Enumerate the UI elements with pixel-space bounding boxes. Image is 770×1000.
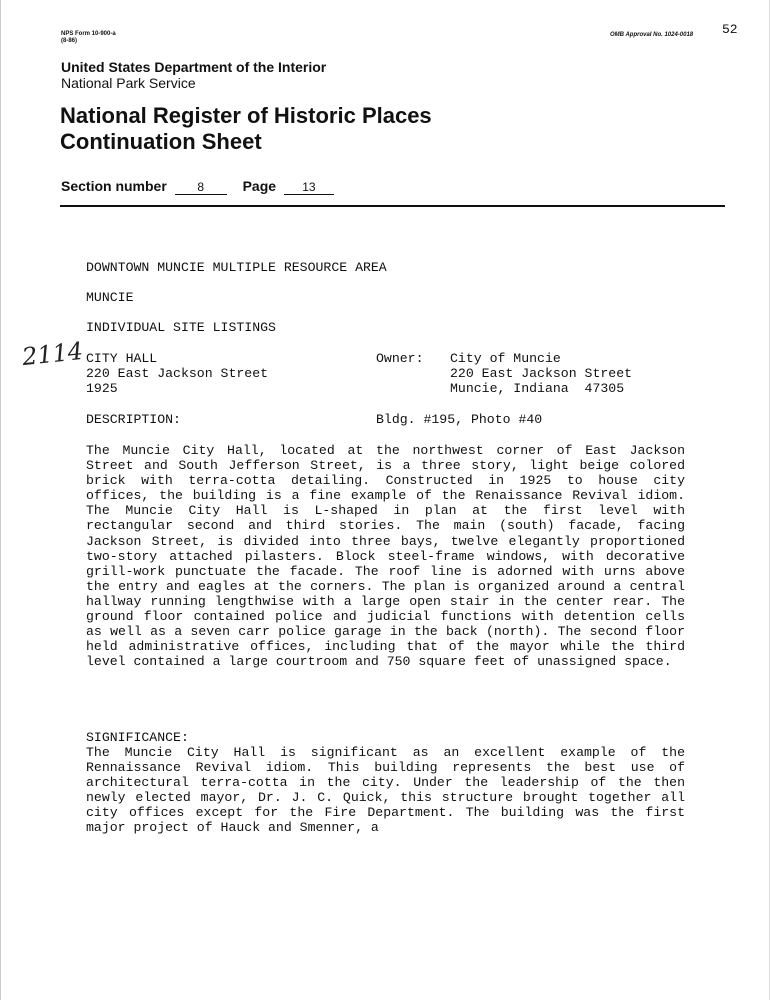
page-left-edge	[0, 0, 1, 1000]
form-number-text: NPS Form 10-900-a	[61, 31, 116, 37]
agency-name: National Park Service	[61, 75, 196, 91]
area-heading: DOWNTOWN MUNCIE MULTIPLE RESOURCE AREA	[86, 260, 387, 275]
site-name: CITY HALL	[86, 351, 158, 366]
building-reference: Bldg. #195, Photo #40	[376, 412, 543, 427]
page-stamp: 52	[722, 22, 738, 37]
owner-city: Muncie, Indiana 47305	[450, 381, 625, 396]
section-label: Section number	[61, 178, 167, 194]
page-value: 13	[284, 180, 334, 195]
form-number	[61, 31, 116, 45]
document-title	[60, 103, 432, 155]
omb-approval: OMB Approval No. 1024-0018	[610, 32, 694, 38]
section-page-line	[61, 178, 334, 195]
site-year: 1925	[86, 381, 118, 396]
owner-name: City of Muncie	[450, 351, 561, 366]
description-label: DESCRIPTION:	[86, 412, 181, 427]
significance-paragraph: The Muncie City Hall is significant as an excellent example of the Rennaissance Revival idiom. This building represents the best use of architectural terra-cotta in the city. Under the leadership of the then newly elected mayor, Dr. J. C. Quick, this structure brought together all city offices except for the Fire Department. The building was the first major project of Hauck and Smenner, a	[86, 745, 685, 836]
form-date-text: (8-86)	[61, 38, 78, 44]
page-label: Page	[242, 178, 277, 194]
department-name: United States Department of the Interior	[61, 59, 327, 75]
handwritten-note: 2114	[20, 336, 85, 372]
site-address: 220 East Jackson Street	[86, 366, 269, 381]
owner-label: Owner:	[376, 351, 424, 366]
section-value: 8	[175, 180, 227, 195]
owner-address: 220 East Jackson Street	[450, 366, 633, 381]
city-heading: MUNCIE	[86, 290, 134, 305]
title-line-2: Continuation Sheet	[60, 129, 262, 154]
listing-type-heading: INDIVIDUAL SITE LISTINGS	[86, 320, 276, 335]
header-rule	[60, 205, 725, 207]
description-paragraph: The Muncie City Hall, located at the northwest corner of East Jackson Street and South Jefferson Street, is a three story, light beige colored brick with terra-cotta detailing. Constructed in 1925 to house city offices, the building is a fine example of the Renaissance Revival idiom. The Muncie City Hall is L-shaped in plan at the first level with rectangular second and third stories. The main (south) facade, facing Jackson Street, is divided into three bays, twelve elegantly proportioned two-story attached pilasters. Block steel-frame windows, with decorative grill-work punctuate the facade. The roof line is adorned with urns above the entry and eagles at the corners. The plan is organized around a central hallway running lengthwise with a large open stair in the center rear. The ground floor contained police and judicial functions with detention cells as well as a seven carr police garage in the back (north). The second floor held administrative offices, including that of the mayor while the third level contained a large courtroom and 750 square feet of unassigned space.	[86, 443, 685, 670]
title-line-1: National Register of Historic Places	[60, 103, 432, 128]
significance-label: SIGNIFICANCE:	[86, 730, 189, 745]
